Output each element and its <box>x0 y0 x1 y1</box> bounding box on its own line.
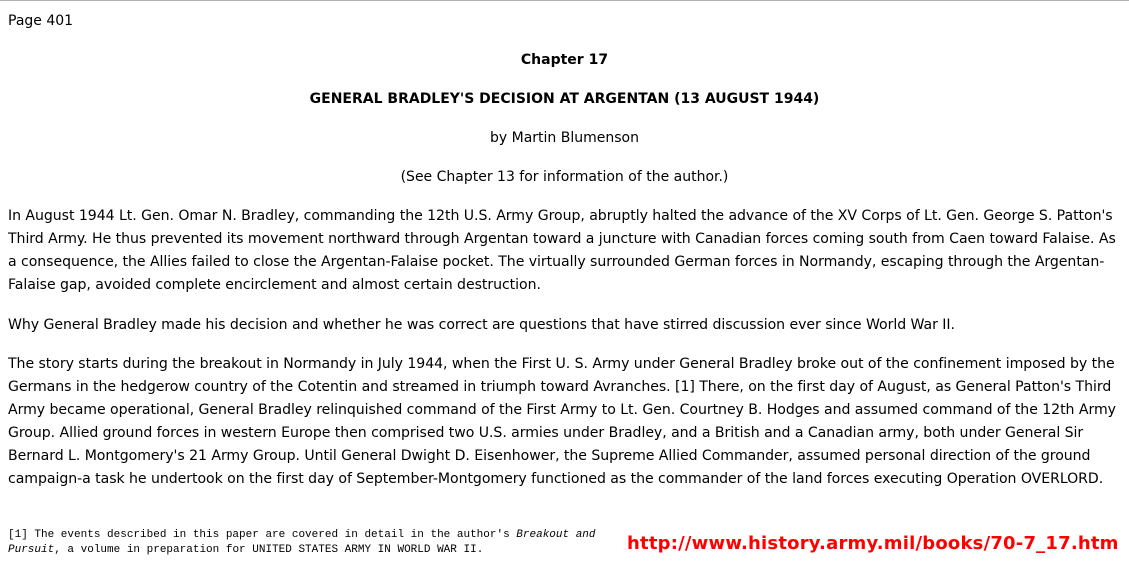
footnote-tail: , a volume in preparation for UNITED STATES ARMY IN WORLD WAR II. <box>54 544 484 556</box>
top-divider <box>0 0 1129 1</box>
chapter-title: GENERAL BRADLEY'S DECISION AT ARGENTAN (13 AUGUST 1944) <box>309 91 820 107</box>
chapter-heading: Chapter 17 <box>520 52 609 68</box>
footnote-text: [1] The events described in this paper are covered in detail in the author's <box>8 529 510 541</box>
body-paragraph: Why General Bradley made his decision and whether he was correct are questions that have stirred discussion ever since World War II. <box>8 317 955 333</box>
source-url-watermark: http://www.history.army.mil/books/70-7_17.htm <box>627 533 1119 554</box>
page-number: Page 401 <box>8 13 74 29</box>
footnote-book-title: Breakout and Pursuit <box>8 529 596 556</box>
footnote <box>8 528 608 558</box>
body-paragraph: The story starts during the breakout in Normandy in July 1944, when the First U. S. Army under General Bradley broke out of the confinement imposed by the Germans in the hedgerow country of the Cotentin and streamed in triumph toward Avranches. [1] There, on the first day of August, as General Patton's Third Army became operational, General Bradley relinquished command of the First Army to Lt. Gen. Courtney B. Hodges and assumed command of the 12th Army Group. Allied ground forces in western Europe then comprised two U.S. armies under Bradley, and a British and a Canadian army, both under General Sir Bernard L. Montgomery's 21 Army Group. Until General Dwight D. Eisenhower, the Supreme Allied Commander, assumed personal direction of the ground campaign-a task he undertook on the first day of September-Montgomery functioned as the commander of the land forces executing Operation OVERLORD. <box>8 356 1116 487</box>
author-note: (See Chapter 13 for information of the author.) <box>400 169 729 185</box>
body-paragraph: In August 1944 Lt. Gen. Omar N. Bradley, commanding the 12th U.S. Army Group, abruptly halted the advance of the XV Corps of Lt. Gen. George S. Patton's Third Army. He thus prevented its movement northward through Argentan toward a juncture with Canadian forces coming south from Caen toward Falaise. As a consequence, the Allies failed to close the Argentan-Falaise pocket. The virtually surrounded German forces in Normandy, escaping through the Argentan-Falaise gap, avoided complete encirclement and almost certain destruction. <box>8 208 1116 293</box>
author-byline: by Martin Blumenson <box>490 130 639 146</box>
